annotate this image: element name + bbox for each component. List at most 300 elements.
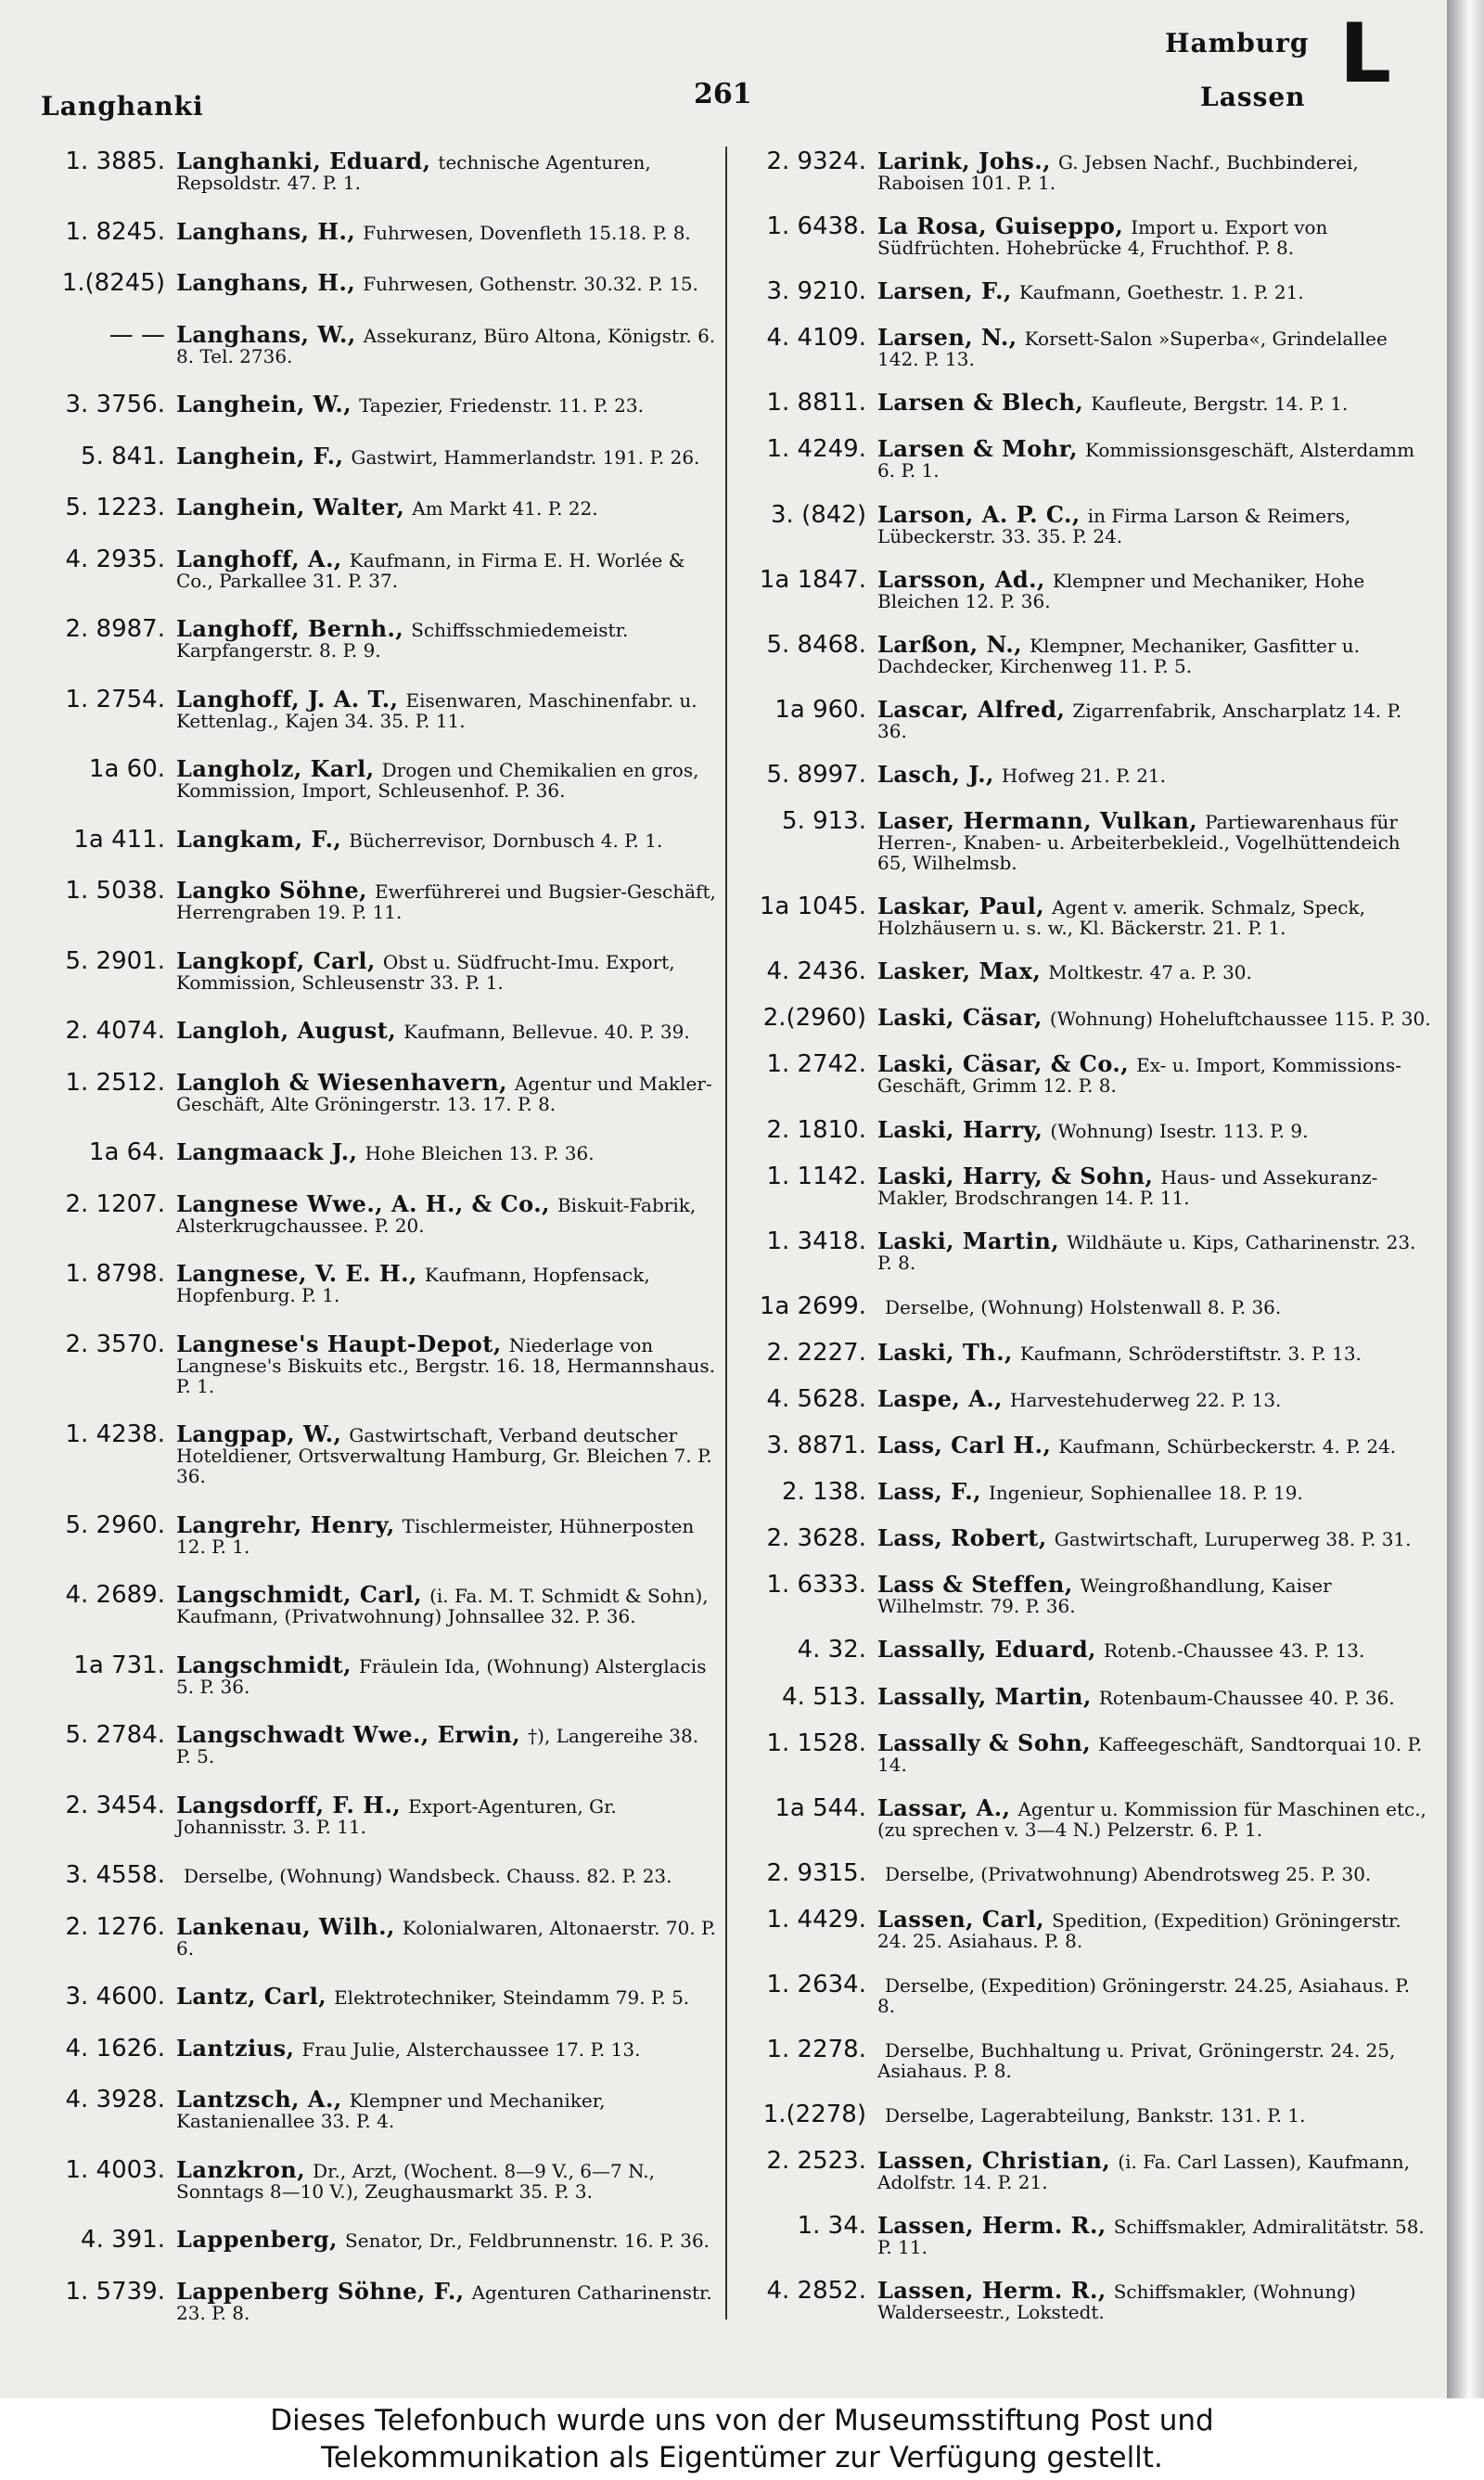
phone-number: 1. 6438.	[766, 212, 866, 241]
entry-text	[176, 1191, 718, 1236]
subscriber-details: Am Markt 41. P. 22.	[412, 497, 598, 520]
entry-text	[877, 958, 1432, 983]
subscriber-name: Lass & Steffen,	[877, 1571, 1073, 1599]
subscriber-details: Senator, Dr., Feldbrunnenstr. 16. P. 36.	[345, 2229, 710, 2252]
entry-text	[877, 2278, 1432, 2322]
entry-text	[176, 616, 718, 661]
directory-entry	[738, 1479, 1432, 1505]
entry-text	[877, 1051, 1432, 1096]
subscriber-name: Lantz, Carl,	[176, 1983, 327, 2010]
subscriber-details: Wildhäute u. Kips, Catharinenstr. 23. P. 8.	[877, 1230, 1416, 1274]
directory-entry	[37, 322, 718, 366]
entry-text	[877, 1684, 1432, 1708]
subscriber-name: Langschmidt, Carl,	[176, 1581, 423, 1608]
directory-entry	[738, 213, 1432, 258]
subscriber-name: Langhoff, Bernh.,	[176, 615, 404, 642]
entry-text	[176, 1331, 718, 1396]
phone-number: 2. 3628.	[766, 1524, 866, 1553]
directory-entry	[738, 697, 1432, 741]
subscriber-name: Laser, Hermann, Vulkan,	[877, 807, 1198, 835]
subscriber-details: Derselbe, (Wohnung) Wandsbeck. Chauss. 82. P. 23.	[184, 1865, 672, 1887]
entry-text	[176, 1139, 718, 1163]
directory-entry	[738, 2148, 1432, 2192]
phone-number: 2. 9315.	[766, 1858, 866, 1887]
subscriber-name: Langschwadt Wwe., Erwin,	[176, 1721, 521, 1748]
subscriber-details: Spedition, (Expedition) Gröningerstr. 24. 25. Asiahaus. P. 8.	[877, 1908, 1401, 1952]
entry-text	[877, 1730, 1432, 1775]
directory-entry	[738, 2278, 1432, 2322]
subscriber-details: Kaufmann, Schröderstiftstr. 3. P. 13.	[1019, 1342, 1362, 1365]
phone-number: — —	[109, 320, 165, 349]
entry-text	[877, 2148, 1432, 2192]
phone-number: 1a 411.	[73, 825, 165, 854]
subscriber-name: Larßon, N.,	[877, 630, 1023, 658]
phone-number: 1a 64.	[88, 1138, 165, 1166]
subscriber-details: Kaufmann, Goethestr. 1. P. 21.	[1018, 281, 1304, 304]
entry-text	[176, 2227, 718, 2251]
directory-entry	[37, 1862, 718, 1888]
entry-text	[176, 2036, 718, 2060]
subscriber-name: Lasker, Max,	[877, 957, 1042, 985]
entry-text	[176, 322, 718, 366]
subscriber-details: Derselbe, Buchhaltung u. Privat, Gröningerstr. 24. 25, Asiahaus. P. 8.	[877, 2039, 1396, 2083]
subscriber-name: Lassen, Herm. R.,	[877, 2212, 1107, 2240]
subscriber-name: Langloh & Wiesenhavern,	[176, 1068, 507, 1096]
subscriber-details: Ewerführerei und Bugsier-Geschäft, Herrengraben 19. P. 11.	[176, 880, 716, 923]
directory-entry	[37, 827, 718, 853]
entry-text	[176, 1018, 718, 1042]
subscriber-name: Langholz, Karl,	[176, 755, 375, 782]
subscriber-details: Rotenbaum-Chaussee 40. P. 36.	[1098, 1686, 1395, 1709]
entry-text	[877, 1972, 1432, 2016]
entry-text	[176, 1512, 718, 1557]
entry-text	[176, 1722, 718, 1767]
subscriber-name: Langnese's Haupt-Depot,	[176, 1330, 502, 1357]
entry-text	[877, 213, 1432, 258]
subscriber-name: Langhoff, A.,	[176, 545, 342, 572]
directory-entry	[738, 1860, 1432, 1886]
subscriber-details: (i. Fa. Carl Lassen), Kaufmann, Adolfstr. 14. P. 21.	[877, 2151, 1411, 2194]
entry-text	[877, 277, 1432, 305]
subscriber-details: Derselbe, Lagerabteilung, Bankstr. 131. P. 1.	[885, 2104, 1306, 2127]
directory-entry	[37, 219, 718, 245]
subscriber-name: Lasch, J.,	[877, 760, 994, 788]
entry-text	[877, 1795, 1432, 1840]
subscriber-details: Schiffsmakler, (Wohnung) Walderseestr., Lokstedt.	[877, 2281, 1356, 2324]
subscriber-details: Hofweg 21. P. 21.	[1001, 764, 1167, 787]
phone-number: 2.(2960)	[762, 1004, 866, 1033]
directory-entry	[738, 2213, 1432, 2257]
entry-text	[877, 1572, 1432, 1616]
entry-text	[176, 1862, 718, 1886]
subscriber-details: Kaufmann, Bellevue. 40. P. 39.	[403, 1021, 690, 1043]
directory-entry	[37, 392, 718, 418]
subscriber-details: †), Langereihe 38. P. 5.	[176, 1725, 699, 1767]
subscriber-details: Tischlermeister, Hühnerposten 12. P. 1.	[176, 1514, 695, 1558]
directory-entry	[37, 948, 718, 993]
directory-entry	[37, 2087, 718, 2131]
entry-text	[877, 436, 1432, 481]
directory-entry	[738, 1525, 1432, 1551]
phone-number: 1.(2278)	[762, 2101, 866, 2129]
subscriber-name: Larink, Johs.,	[877, 148, 1052, 174]
directory-entry	[738, 1907, 1432, 1951]
directory-entry	[738, 958, 1432, 984]
subscriber-name: Lankenau, Wilh.,	[176, 1912, 395, 1940]
footer-line-2: Telekommunikation als Eigentümer zur Verfügung gestellt.	[321, 2441, 1163, 2474]
entry-text	[176, 1582, 718, 1626]
subscriber-name: Laspe, A.,	[877, 1384, 1004, 1412]
directory-entry	[37, 1191, 718, 1236]
entry-text	[877, 2037, 1432, 2081]
directory-entry	[738, 1433, 1432, 1458]
subscriber-details: Agentur u. Kommission für Maschinen etc., (zu sprechen v. 3—4 N.) Pelzerstr. 6. P. 1.	[877, 1797, 1426, 1841]
entry-text	[176, 1984, 718, 2008]
phone-number: 5. 2784.	[65, 1721, 165, 1749]
subscriber-details: Ex- u. Import, Kommissions-Geschäft, Grimm 12. P. 8.	[877, 1054, 1402, 1098]
subscriber-name: Langhanki, Eduard,	[176, 148, 431, 174]
phone-number: 2. 138.	[782, 1478, 866, 1507]
phone-number: 4. 2935.	[65, 545, 165, 573]
section-letter: L	[1339, 6, 1392, 101]
subscriber-name: Larsen & Mohr,	[877, 435, 1078, 463]
right-column	[738, 148, 1432, 2323]
directory-entry	[37, 2036, 718, 2062]
directory-entry	[738, 1051, 1432, 1096]
subscriber-details: Frau Julie, Alsterchaussee 17. P. 13.	[301, 2037, 641, 2061]
phone-number: 1a 544.	[774, 1793, 866, 1822]
subscriber-name: Langmaack J.,	[176, 1138, 358, 1165]
entry-text	[176, 219, 718, 243]
entry-text	[877, 1860, 1432, 1884]
subscriber-name: Lassar, A.,	[877, 1793, 1011, 1821]
subscriber-details: Partiewarenhaus für Herren-, Knaben- u. Arbeiterbekleid., Vogelhüttendeich 65, Wilhelmsb.	[877, 811, 1401, 875]
subscriber-name: Langhein, W.,	[176, 391, 352, 418]
directory-entry	[37, 616, 718, 661]
directory-entry	[738, 2101, 1432, 2127]
directory-entry	[37, 1582, 718, 1626]
directory-entry	[738, 893, 1432, 938]
directory-entry	[738, 808, 1432, 873]
subscriber-name: Lassen, Herm. R.,	[877, 2277, 1107, 2305]
directory-entry	[738, 1795, 1432, 1840]
directory-entry	[738, 278, 1432, 304]
subscriber-details: Klempner und Mechaniker, Kastanienallee 33. P. 4.	[176, 2089, 606, 2132]
phone-number: 2. 2523.	[766, 2147, 866, 2176]
subscriber-name: Lass, Robert,	[877, 1524, 1047, 1552]
subscriber-name: Langkopf, Carl,	[176, 946, 376, 974]
phone-number: 1. 8811.	[766, 389, 866, 418]
phone-number: 4. 32.	[797, 1636, 866, 1664]
phone-number: 1. 8245.	[65, 217, 165, 246]
directory-entry	[738, 1163, 1432, 1208]
entry-text	[877, 325, 1432, 369]
phone-number: 3. 4558.	[65, 1861, 165, 1889]
directory-entry	[37, 1139, 718, 1165]
entry-text	[176, 443, 718, 468]
directory-entry	[37, 1421, 718, 1486]
subscriber-details: Derselbe, (Privatwohnung) Abendrotsweg 25. P. 30.	[885, 1862, 1372, 1885]
phone-number: 2. 3454.	[65, 1791, 165, 1819]
subscriber-details: Eisenwaren, Maschinenfabr. u. Kettenlag., Kajen 34. 35. P. 11.	[176, 688, 697, 732]
entry-text	[176, 1070, 718, 1114]
subscriber-name: Larson, A. P. C.,	[877, 500, 1081, 528]
column-divider	[725, 147, 727, 2319]
phone-number: 5. 1223.	[65, 494, 165, 521]
entry-text	[176, 392, 718, 416]
phone-number: 4. 3928.	[65, 2086, 165, 2114]
subscriber-name: Larsen, N.,	[877, 324, 1017, 352]
subscriber-name: Langpap, W.,	[176, 1420, 342, 1447]
entry-text	[877, 148, 1432, 193]
phone-number: 1. 4249.	[766, 435, 866, 464]
subscriber-details: Tapezier, Friedenstr. 11. P. 23.	[359, 394, 644, 417]
subscriber-details: Agentur und Makler-Geschäft, Alte Gröningerstr. 13. 17. P. 8.	[176, 1072, 712, 1115]
subscriber-name: Laski, Harry, & Sohn,	[877, 1162, 1154, 1189]
phone-number: 2. 8987.	[65, 615, 165, 643]
directory-entry	[738, 1637, 1432, 1663]
phone-number: 2. 1276.	[65, 1912, 165, 1941]
entry-text	[176, 1914, 718, 1959]
phone-number: 4. 4109.	[766, 324, 866, 353]
phone-number: 1a 2699.	[759, 1291, 866, 1320]
subscriber-name: Langhans, H.,	[176, 217, 356, 245]
subscriber-details: Fuhrwesen, Gothenstr. 30.32. P. 15.	[363, 273, 698, 295]
entry-text	[877, 1636, 1432, 1664]
phone-number: 1. 2742.	[766, 1050, 866, 1079]
entry-text	[877, 1386, 1432, 1410]
subscriber-name: Lantzsch, A.,	[176, 2086, 342, 2113]
entry-text	[176, 687, 718, 731]
directory-entry	[738, 1972, 1432, 2016]
entry-text	[176, 270, 718, 294]
directory-entry	[738, 567, 1432, 611]
subscriber-details: G. Jebsen Nachf., Buchbinderei, Raboisen 101. P. 1.	[877, 151, 1359, 194]
entry-text	[176, 546, 718, 591]
subscriber-details: Schiffsmakler, Admiralitätstr. 58. P. 11.	[877, 2216, 1425, 2259]
directory-entry	[37, 756, 718, 801]
phone-number: 5. 841.	[81, 442, 165, 470]
directory-entry	[37, 1018, 718, 1044]
subscriber-name: Lascar, Alfred,	[877, 695, 1066, 723]
subscriber-name: Lassally, Martin,	[877, 1682, 1092, 1710]
directory-entry	[738, 502, 1432, 546]
subscriber-details: Klempner, Mechaniker, Gasfitter u. Dachdecker, Kirchenweg 11. P. 5.	[877, 634, 1361, 677]
subscriber-name: La Rosa, Guiseppo,	[877, 212, 1124, 240]
directory-entry	[738, 632, 1432, 676]
directory-entry	[738, 1684, 1432, 1710]
entry-text	[877, 2101, 1432, 2126]
subscriber-name: Lass, Carl H.,	[877, 1432, 1052, 1459]
subscriber-details: Rotenb.-Chaussee 43. P. 13.	[1103, 1639, 1365, 1663]
directory-entry	[37, 270, 718, 296]
subscriber-name: Lassen, Christian,	[877, 2147, 1111, 2175]
phone-number: 1a 1847.	[759, 565, 866, 594]
directory-entry	[738, 1572, 1432, 1616]
subscriber-name: Laski, Cäsar,	[877, 1004, 1043, 1032]
subscriber-details: Gastwirtschaft, Luruperweg 38. P. 31.	[1054, 1528, 1412, 1551]
phone-number: 1.(8245)	[61, 269, 165, 297]
entry-text	[176, 148, 718, 193]
subscriber-details: Import u. Export von Südfrüchten. Hohebrücke 4, Fruchthof. P. 8.	[877, 216, 1328, 260]
phone-number: 2. 1810.	[766, 1115, 866, 1144]
directory-entry	[37, 148, 718, 193]
subscriber-details: Derselbe, (Expedition) Gröningerstr. 24.25, Asiahaus. P. 8.	[877, 1974, 1411, 2017]
directory-entry	[37, 1261, 718, 1305]
phone-number: 1. 3418.	[766, 1227, 866, 1255]
phone-number: 1. 2512.	[65, 1068, 165, 1097]
subscriber-details: Elektrotechniker, Steindamm 79. P. 5.	[334, 1986, 690, 2009]
phone-number: 1. 5038.	[65, 877, 165, 905]
entry-text	[176, 948, 718, 993]
header-city: Hamburg	[1165, 28, 1310, 58]
subscriber-name: Langko Söhne,	[176, 877, 368, 904]
directory-entry	[37, 1793, 718, 1837]
directory-entry	[37, 2227, 718, 2253]
phone-number: 1. 2634.	[766, 1971, 866, 1998]
phone-number: 4. 2689.	[65, 1581, 165, 1609]
entry-text	[877, 1524, 1432, 1552]
subscriber-details: Weingroßhandlung, Kaiser Wilhelmstr. 79. P. 36.	[877, 1574, 1332, 1618]
entry-text	[877, 1004, 1432, 1032]
directory-entry	[37, 495, 718, 520]
directory-entry	[738, 390, 1432, 416]
subscriber-details: Niederlage von Langnese's Biskuits etc., Bergstr. 16. 18, Hermannshaus. P. 1.	[176, 1333, 716, 1397]
header-left-keyword: Langhanki	[41, 91, 204, 122]
subscriber-name: Lassally & Sohn,	[877, 1728, 1092, 1756]
phone-number: 1. 4429.	[766, 1905, 866, 1934]
directory-entry	[738, 2037, 1432, 2081]
directory-entry	[37, 878, 718, 922]
directory-entry	[738, 1293, 1432, 1319]
subscriber-details: Drogen und Chemikalien en gros, Kommission, Import, Schleusenhof. P. 36.	[176, 759, 699, 802]
entry-text	[176, 1421, 718, 1486]
phone-number: 5. 913.	[782, 807, 866, 836]
entry-text	[877, 1340, 1432, 1364]
subscriber-name: Langrehr, Henry,	[176, 1510, 395, 1538]
directory-entry	[37, 443, 718, 469]
phone-number: 1a 60.	[88, 755, 165, 783]
phone-number: 4. 513.	[782, 1682, 866, 1711]
entry-text	[176, 2087, 718, 2131]
phone-number: 3. 4600.	[65, 1983, 165, 2011]
directory-entry	[738, 762, 1432, 788]
entry-text	[176, 878, 718, 922]
phone-number: 1a 960.	[774, 695, 866, 724]
directory-entry	[738, 1730, 1432, 1775]
page-edge	[1447, 0, 1484, 2398]
entry-text	[877, 1478, 1432, 1506]
footer-line-1: Dieses Telefonbuch wurde uns von der Museumsstiftung Post und	[270, 2404, 1214, 2437]
subscriber-details: Fuhrwesen, Dovenfleth 15.18. P. 8.	[363, 221, 691, 244]
phone-number: 2. 3570.	[65, 1330, 165, 1358]
directory-entry	[738, 1117, 1432, 1143]
subscriber-name: Laskar, Paul,	[877, 893, 1045, 920]
phone-number: 4. 2852.	[766, 2277, 866, 2306]
entry-text	[877, 1228, 1432, 1273]
phone-number: 4. 2436.	[766, 957, 866, 986]
subscriber-details: Agenturen Catharinenstr. 23. P. 8.	[176, 2281, 712, 2324]
directory-entry	[37, 1331, 718, 1396]
subscriber-details: Bücherrevisor, Dornbusch 4. P. 1.	[349, 829, 663, 852]
subscriber-details: in Firma Larson & Reimers, Lübeckerstr. 33. 35. P. 24.	[877, 504, 1351, 547]
entry-text	[877, 1163, 1432, 1208]
entry-text	[877, 697, 1432, 741]
entry-text	[877, 2213, 1432, 2257]
subscriber-details: Derselbe, (Wohnung) Holstenwall 8. P. 36.	[885, 1295, 1282, 1318]
entry-text	[877, 808, 1432, 873]
subscriber-details: Kolonialwaren, Altonaerstr. 70. P. 6.	[176, 1916, 716, 1960]
phone-number: 1. 2278.	[766, 2036, 866, 2064]
subscriber-name: Laski, Cäsar, & Co.,	[877, 1050, 1130, 1078]
directory-entry	[738, 148, 1432, 193]
phone-number: 1. 5739.	[65, 2277, 165, 2306]
subscriber-details: Haus- und Assekuranz-Makler, Brodschrangen 14. P. 11.	[877, 1165, 1378, 1209]
phone-number: 4. 5628.	[766, 1384, 866, 1413]
subscriber-name: Langsdorff, F. H.,	[176, 1791, 402, 1818]
directory-entry	[37, 1512, 718, 1557]
directory-entry	[37, 1914, 718, 1959]
subscriber-details: Ingenieur, Sophienallee 18. P. 19.	[989, 1482, 1303, 1505]
subscriber-name: Langhans, W.,	[176, 320, 356, 348]
directory-entry	[37, 1652, 718, 1697]
footer-notice	[0, 2398, 1484, 2480]
phone-number: 1. 6333.	[766, 1571, 866, 1600]
phone-number: 1. 1528.	[766, 1728, 866, 1757]
entry-text	[176, 1261, 718, 1305]
subscriber-details: Biskuit-Fabrik, Alsterkrugchaussee. P. 20.	[176, 1193, 697, 1237]
subscriber-details: Schiffsschmiedemeistr. Karpfangerstr. 8. P. 9.	[176, 619, 629, 662]
phone-number: 3. 9210.	[766, 277, 866, 306]
subscriber-details: Agent v. amerik. Schmalz, Speck, Holzhäusern u. s. w., Kl. Bäckerstr. 21. P. 1.	[877, 896, 1365, 940]
subscriber-name: Lanzkron,	[176, 2155, 306, 2183]
entry-text	[877, 632, 1432, 676]
phone-number: 1. 2754.	[65, 685, 165, 713]
entry-text	[176, 1652, 718, 1697]
phone-number: 1a 731.	[73, 1651, 165, 1679]
subscriber-details: Fräulein Ida, (Wohnung) Alsterglacis 5. P. 36.	[176, 1654, 707, 1698]
phone-number: 4. 391.	[81, 2226, 165, 2254]
header-range-end: Lassen	[1200, 82, 1306, 112]
left-column	[37, 148, 718, 2323]
phone-number: 5. 8468.	[766, 630, 866, 659]
subscriber-details: Kaufmann, in Firma E. H. Worlée & Co., Parkallee 31. P. 37.	[176, 548, 685, 592]
subscriber-details: Kaufmann, Hopfensack, Hopfenburg. P. 1.	[176, 1264, 650, 1306]
subscriber-name: Langhans, H.,	[176, 269, 356, 296]
directory-entry	[738, 325, 1432, 369]
subscriber-name: Langloh, August,	[176, 1017, 397, 1044]
phone-number: 3. 3756.	[65, 391, 165, 418]
directory-entry	[37, 1722, 718, 1767]
subscriber-name: Langnese Wwe., A. H., & Co.,	[176, 1189, 550, 1217]
entry-text	[176, 756, 718, 801]
directory-entry	[37, 2279, 718, 2323]
directory-entry	[37, 546, 718, 591]
directory-entry	[37, 1984, 718, 2010]
entry-text	[877, 1433, 1432, 1457]
subscriber-details: Harvestehuderweg 22. P. 13.	[1010, 1388, 1282, 1411]
subscriber-details: Obst u. Südfrucht-Imu. Export, Kommission, Schleusenstr 33. P. 1.	[176, 950, 675, 994]
subscriber-details: Kommissionsgeschäft, Alsterdamm 6. P. 1.	[877, 439, 1415, 482]
subscriber-details: Kaffeegeschäft, Sandtorquai 10. P. 14.	[877, 1732, 1423, 1776]
subscriber-name: Lass, F.,	[877, 1478, 981, 1506]
subscriber-name: Langhoff, J. A. T.,	[176, 685, 399, 713]
phone-number: 1. 4238.	[65, 1420, 165, 1448]
subscriber-name: Larsson, Ad.,	[877, 565, 1045, 593]
phone-number: 1. 4003.	[65, 2155, 165, 2184]
phone-number: 5. 2901.	[65, 946, 165, 975]
subscriber-details: Assekuranz, Büro Altona, Königstr. 6. 8. Tel. 2736.	[176, 324, 716, 367]
